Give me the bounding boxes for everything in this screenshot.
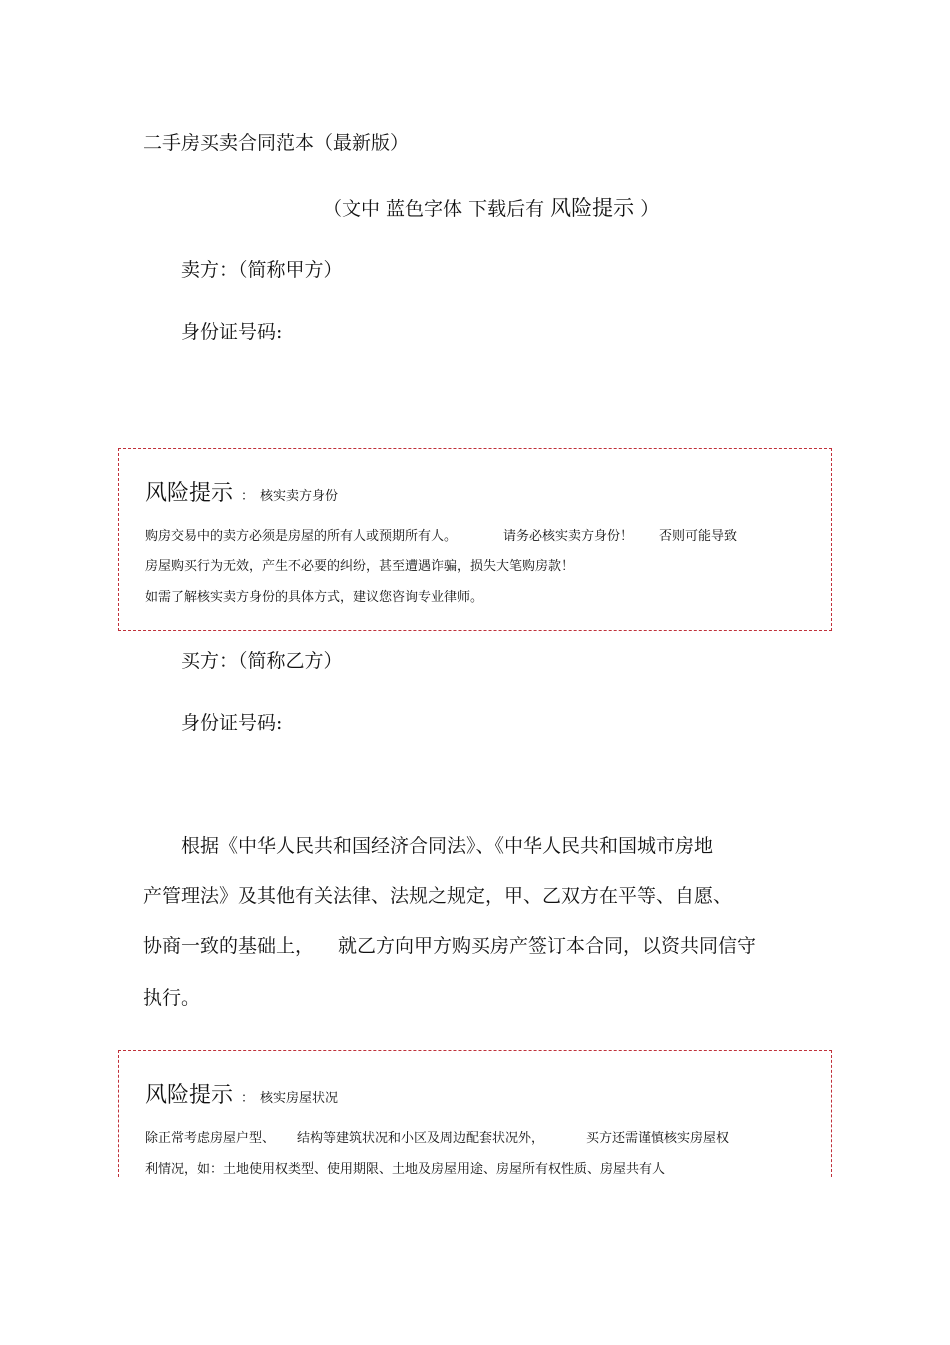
preamble-line: 执行。 [143,987,201,1009]
subtitle-part1: （文中 蓝色字体 下载后有 [323,198,545,220]
preamble-line: 产管理法》及其他有关法律、法规之规定，甲、乙双方在平等、自愿、 [143,885,733,907]
preamble-line [143,931,756,958]
risk-box-seller-identity [118,448,832,631]
risk-text-line: 如需了解核实卖方身份的具体方式，建议您咨询专业律师。 [145,590,484,605]
risk-subtitle: 核实房屋状况 [260,1091,339,1106]
preamble-segment: 协商一致的基础上， [143,935,315,957]
document-subtitle [323,192,659,222]
buyer-id-label: 身份证号码: [181,712,283,734]
risk-text-segment: 请务必核实卖方身份！ [503,529,634,544]
risk-text-line [145,525,737,544]
seller-id-label: 身份证号码: [181,321,283,343]
seller-label: 卖方：（简称甲方） [181,259,343,281]
risk-separator: ： [241,1091,255,1106]
risk-header [145,476,338,507]
preamble-segment: 就乙方向甲方购买房产签订本合同，以资共同信守 [338,935,757,957]
subtitle-highlight: 风险提示 [550,196,635,220]
document-title: 二手房买卖合同范本（最新版） [143,132,410,154]
risk-title: 风险提示 [145,1083,234,1108]
preamble-line: 根据《中华人民共和国经济合同法》、《中华人民共和国城市房地 [181,835,714,857]
risk-subtitle: 核实卖方身份 [260,489,339,504]
risk-text-segment: 结构等建筑状况和小区及周边配套状况外， [297,1131,545,1146]
risk-header [145,1078,338,1109]
buyer-label: 买方：（简称乙方） [181,650,343,672]
risk-text-segment: 除正常考虑房屋户型、 [145,1131,276,1146]
risk-text-segment: 购房交易中的卖方必须是房屋的所有人或预期所有人。 [145,529,458,544]
risk-text-line: 利情况，如：土地使用权类型、使用期限、土地及房屋用途、房屋所有权性质、房屋共有人 [145,1162,666,1177]
risk-title: 风险提示 [145,481,234,506]
risk-text-segment: 否则可能导致 [659,529,738,544]
subtitle-part2: ） [640,198,660,220]
risk-text-segment: 买方还需谨慎核实房屋权 [586,1131,730,1146]
risk-box-property-status [118,1050,832,1177]
risk-text-line [145,1127,729,1146]
risk-text-line: 房屋购买行为无效，产生不必要的纠纷，甚至遭遇诈骗，损失大笔购房款！ [145,559,575,574]
risk-separator: ： [241,489,255,504]
